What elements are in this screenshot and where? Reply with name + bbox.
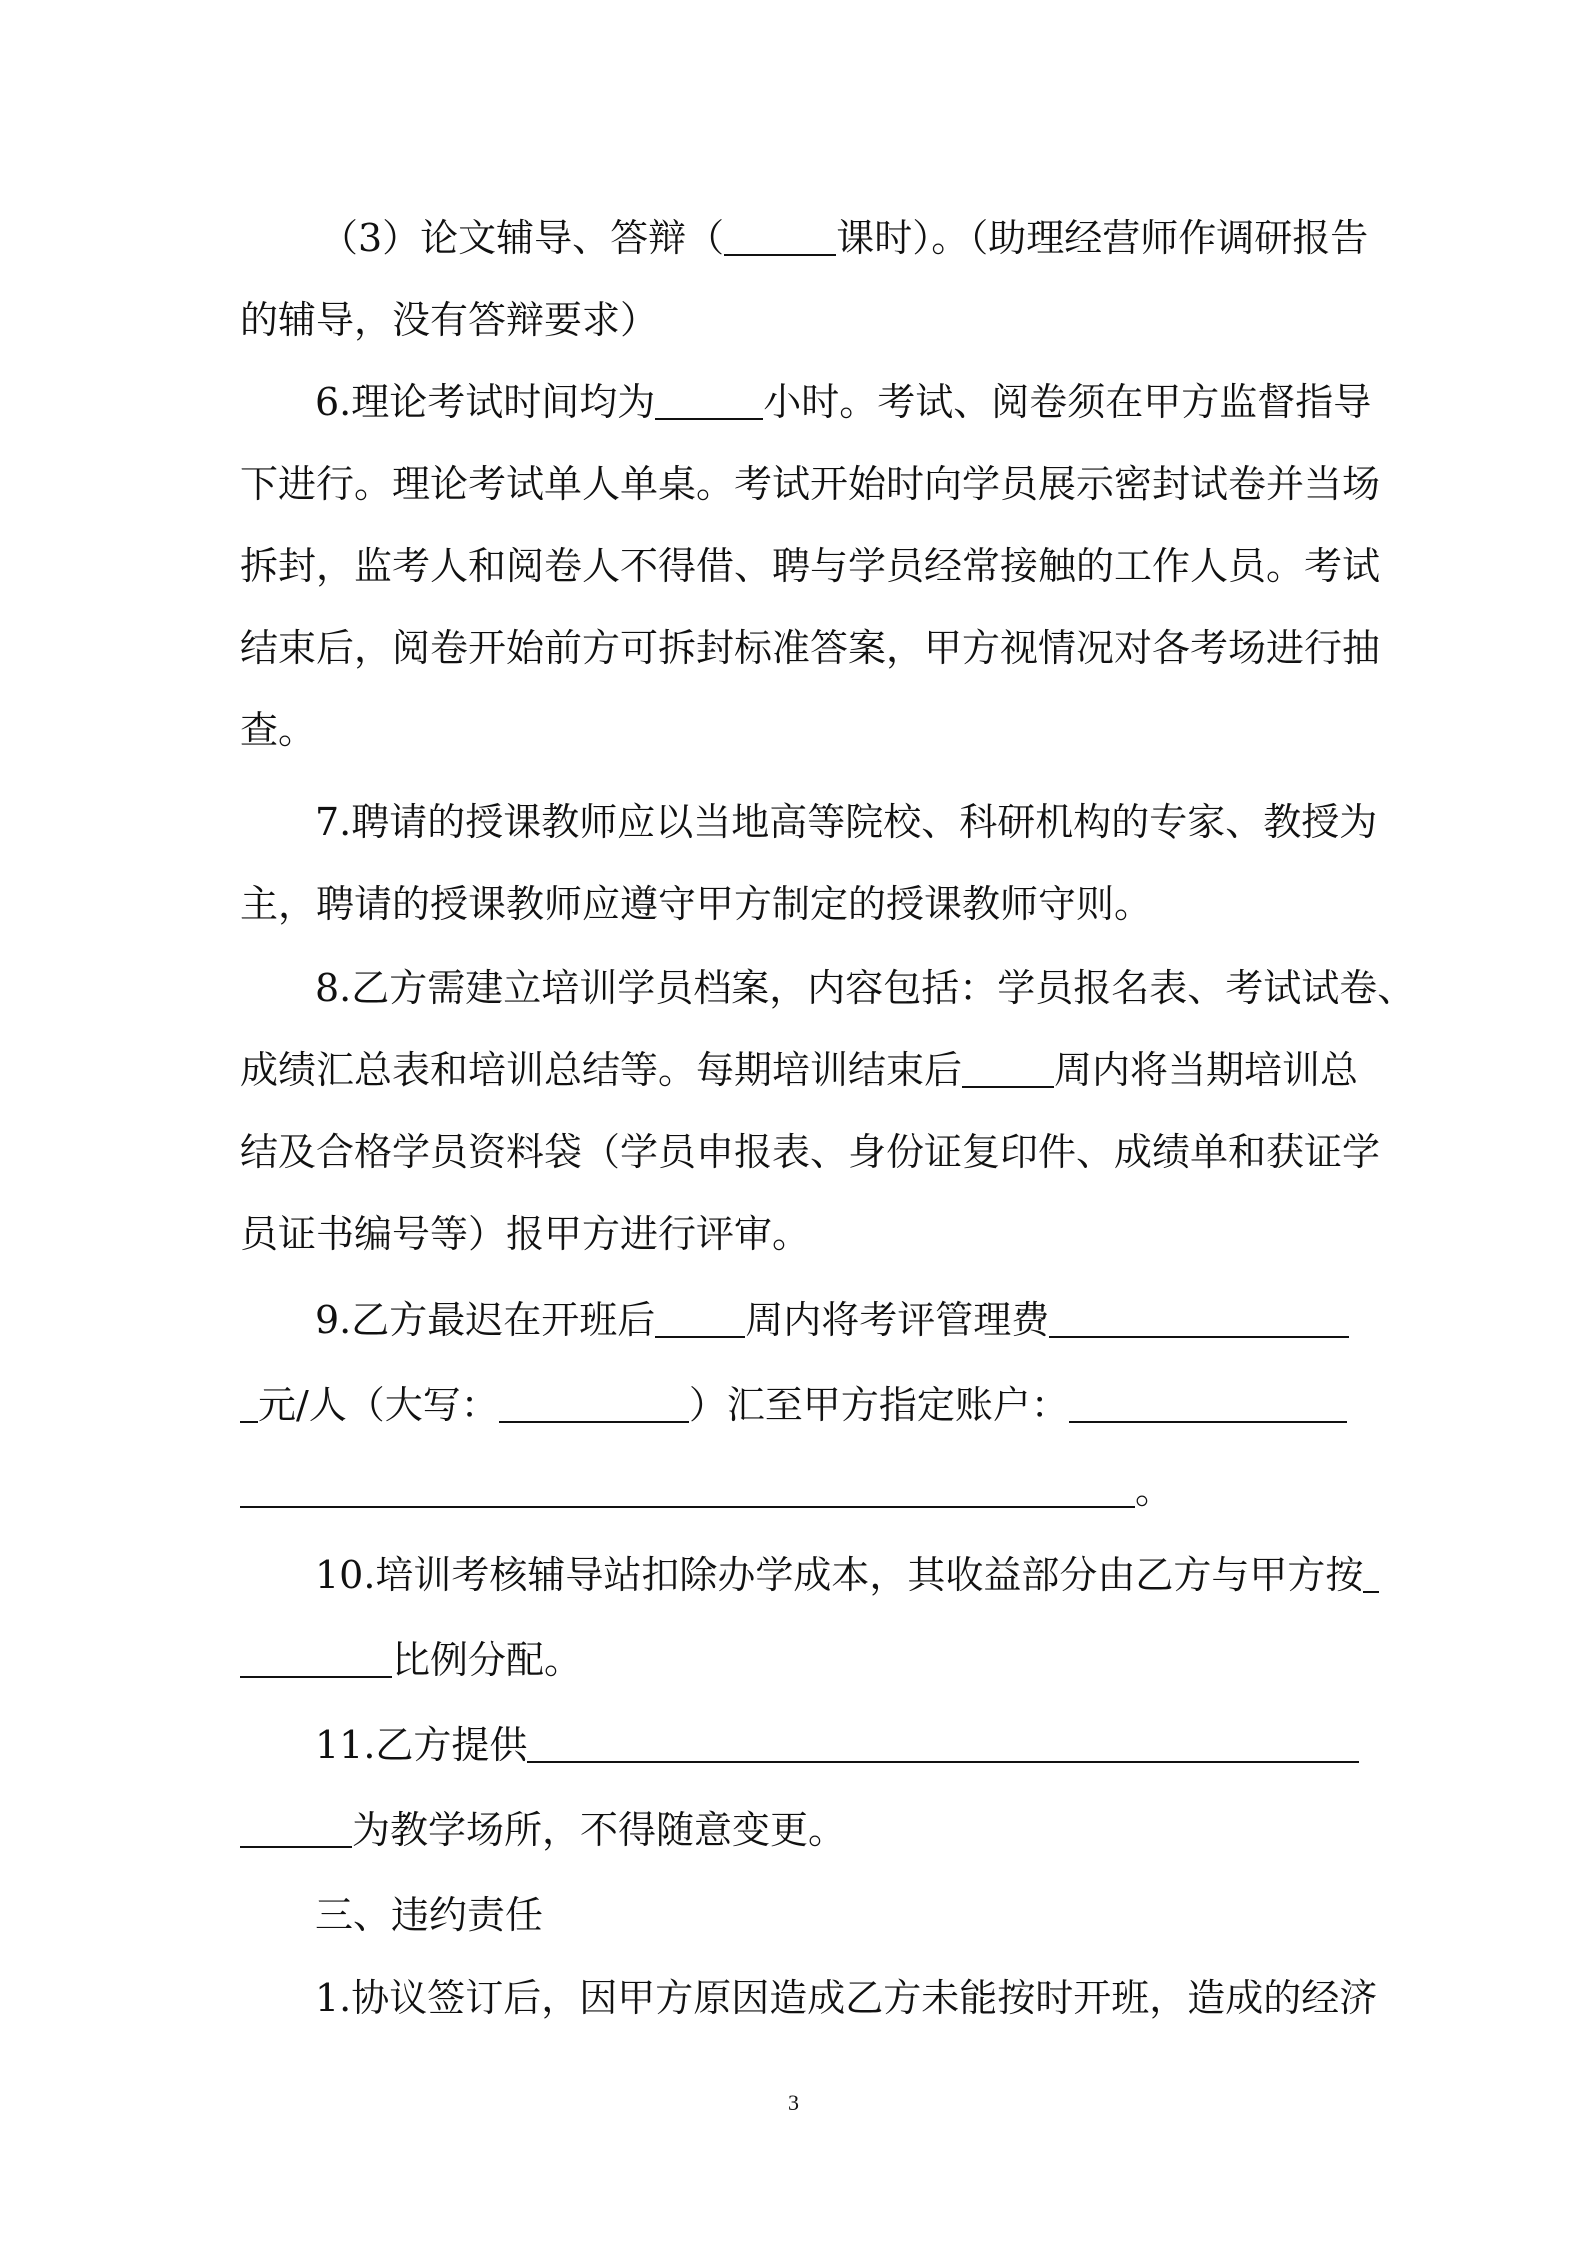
text-line-5 — [240, 536, 1381, 596]
text-line-17 — [315, 1545, 1435, 1605]
text-run: 拆封，监考人和阅卷人不得借、聘与学员经常接触的工作人员。考试 — [240, 544, 1381, 588]
fill-in-blank — [655, 1290, 745, 1338]
text-line-4 — [240, 454, 1381, 514]
text-run: 周内将考评管理费 — [745, 1298, 1050, 1342]
fill-in-blank — [1069, 1375, 1347, 1423]
text-run: 查。 — [240, 708, 317, 752]
text-line-16 — [240, 1460, 1360, 1520]
text-run: 为教学场所，不得随意变更。 — [352, 1808, 847, 1852]
text-run: 员证书编号等）报甲方进行评审。 — [240, 1212, 811, 1256]
text-run: 结及合格学员资料袋（学员申报表、身份证复印件、成绩单和获证学 — [240, 1130, 1381, 1174]
text-run: 8.乙方需建立培训学员档案，内容包括：学员报名表、考试试卷、 — [315, 966, 1416, 1010]
fill-in-blank — [655, 372, 763, 420]
text-run: 10.培训考核辅导站扣除办学成本，其收益部分由乙方与甲方按 — [315, 1553, 1364, 1597]
text-run: 1.协议签订后，因甲方原因造成乙方未能按时开班，造成的经济 — [315, 1976, 1378, 2020]
text-run: 三、违约责任 — [315, 1893, 544, 1937]
text-run: 结束后，阅卷开始前方可拆封标准答案，甲方视情况对各考场进行抽 — [240, 626, 1381, 670]
text-run: 7.聘请的授课教师应以当地高等院校、科研机构的专家、教授为 — [315, 800, 1378, 844]
text-line-2 — [240, 290, 1360, 350]
text-line-15 — [240, 1375, 1360, 1435]
text-run: 比例分配。 — [392, 1638, 583, 1682]
text-line-12 — [240, 1122, 1381, 1182]
text-run: 。 — [1135, 1468, 1174, 1512]
text-line-6 — [240, 618, 1381, 678]
fill-in-blank — [499, 1375, 689, 1423]
text-line-20 — [240, 1800, 1360, 1860]
text-run: 周内将当期培训总 — [1054, 1048, 1359, 1092]
text-run: 主，聘请的授课教师应遵守甲方制定的授课教师守则。 — [240, 882, 1153, 926]
fill-in-blank — [1363, 1545, 1379, 1593]
text-run: 6.理论考试时间均为 — [315, 380, 656, 424]
text-run: 11.乙方提供 — [315, 1723, 528, 1767]
text-line-21 — [315, 1885, 1435, 1945]
fill-in-blank — [962, 1040, 1054, 1088]
text-line-14 — [315, 1290, 1435, 1350]
fill-in-blank — [240, 1630, 392, 1678]
text-line-3 — [315, 372, 1435, 432]
text-run: 小时。考试、阅卷须在甲方监督指导 — [763, 380, 1372, 424]
fill-in-blank — [240, 1460, 1135, 1508]
text-line-1 — [320, 208, 1440, 268]
text-line-22 — [315, 1968, 1435, 2028]
text-line-8 — [315, 792, 1435, 852]
fill-in-blank — [240, 1800, 352, 1848]
text-line-18 — [240, 1630, 1360, 1690]
text-run: 的辅导，没有答辩要求） — [240, 298, 659, 342]
text-line-11 — [240, 1040, 1360, 1100]
text-line-19 — [315, 1715, 1435, 1775]
fill-in-blank — [527, 1715, 1359, 1763]
text-run: 成绩汇总表和培训总结等。每期培训结束后 — [240, 1048, 963, 1092]
text-run: 下进行。理论考试单人单桌。考试开始时向学员展示密封试卷并当场 — [240, 462, 1381, 506]
text-line-13 — [240, 1204, 1360, 1264]
text-run: 元/人（大写： — [258, 1383, 499, 1427]
fill-in-blank — [724, 208, 836, 256]
text-line-10 — [315, 958, 1435, 1018]
text-run: 9.乙方最迟在开班后 — [315, 1298, 656, 1342]
text-line-9 — [240, 874, 1360, 934]
fill-in-blank — [1049, 1290, 1349, 1338]
text-run: ）汇至甲方指定账户： — [688, 1383, 1069, 1427]
text-line-7 — [240, 700, 1360, 760]
fill-in-blank — [240, 1375, 258, 1423]
page-number: 3 — [788, 2090, 799, 2115]
text-run: （3）论文辅导、答辩（ — [320, 216, 725, 260]
text-run: 课时）。（助理经营师作调研报告 — [836, 216, 1369, 260]
